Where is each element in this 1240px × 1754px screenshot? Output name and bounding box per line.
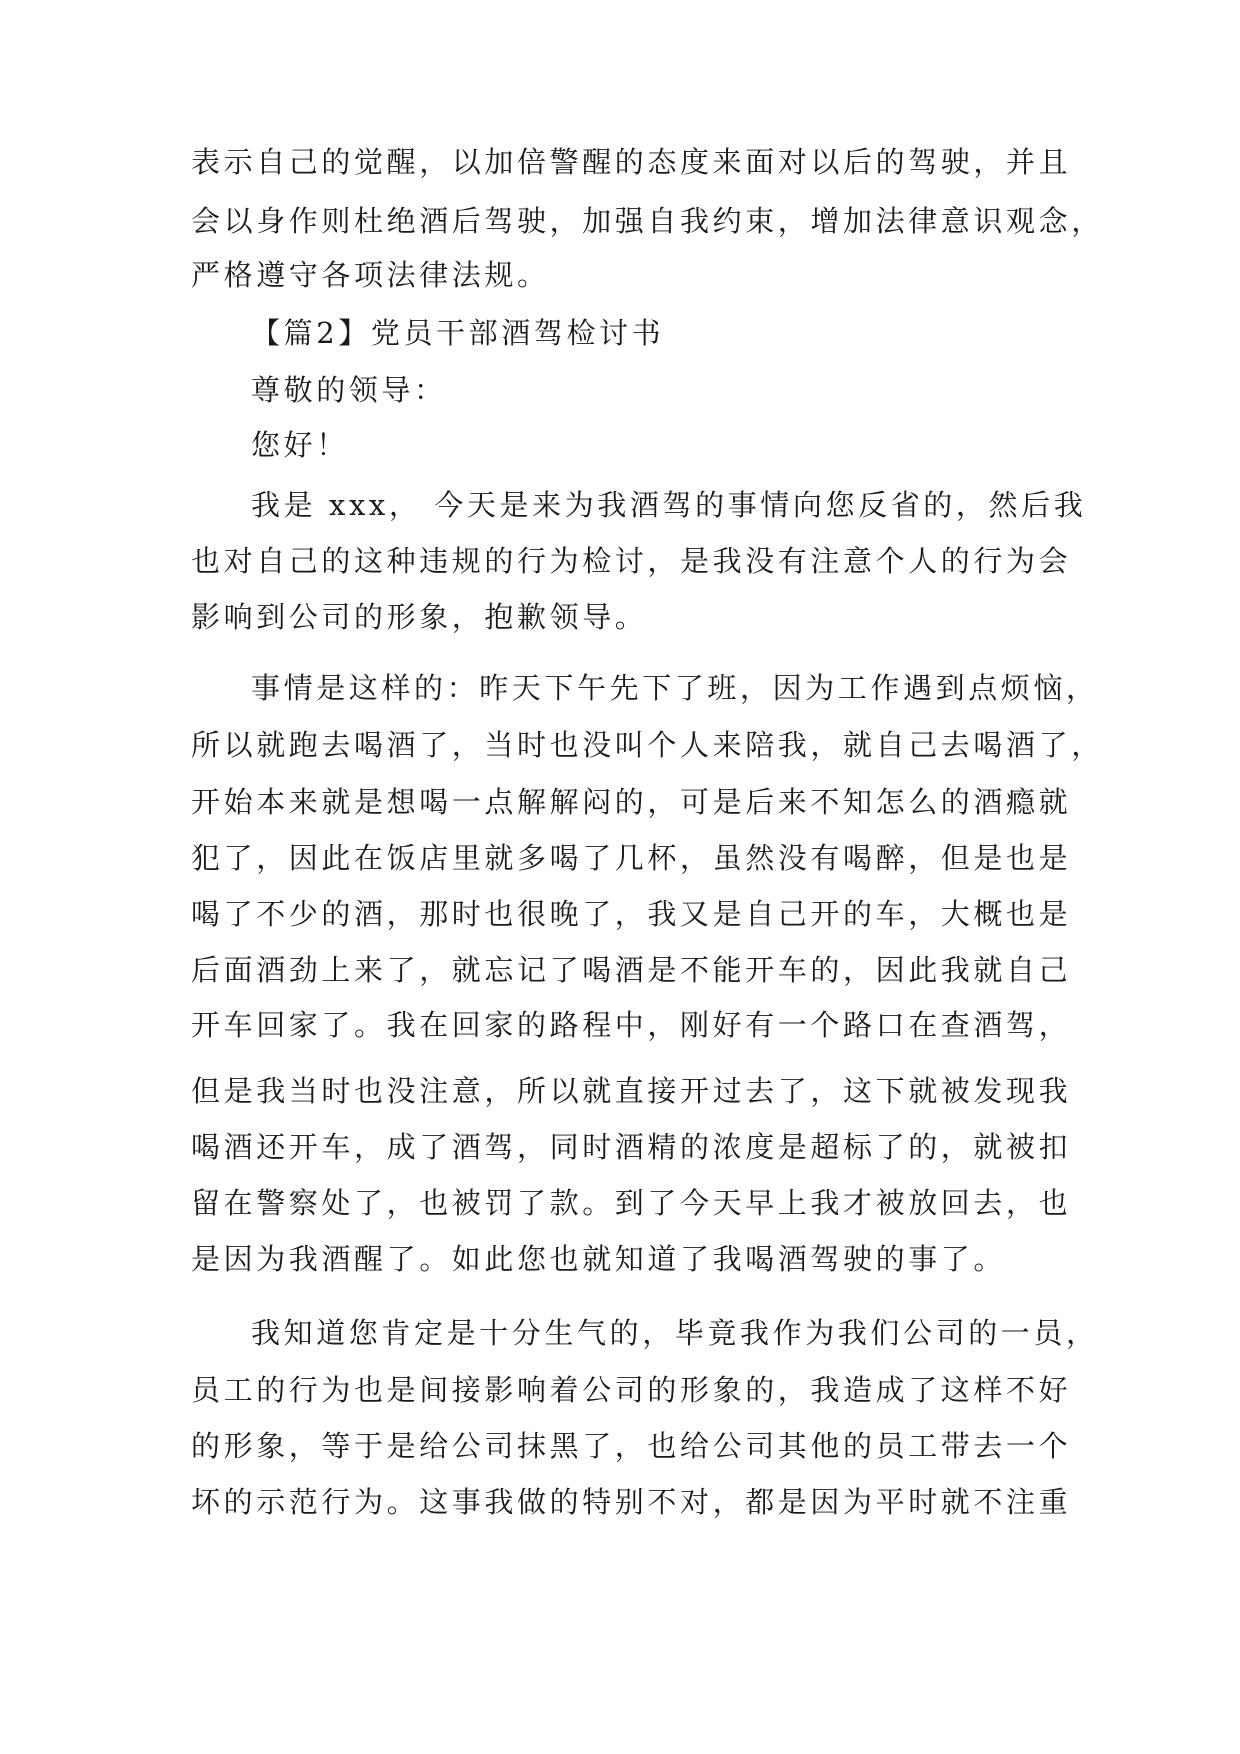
salutation: 尊敬的领导： — [251, 373, 447, 407]
text-line: 严格遵守各项法律法规。 — [191, 258, 550, 292]
greeting: 您好！ — [251, 428, 349, 462]
text-line: 我知道您肯定是十分生气的，毕竟我作为我们公司的一员， — [251, 1316, 1099, 1350]
text-line: 开始本来就是想喝一点解解闷的，可是后来不知怎么的酒瘾就 — [191, 785, 1072, 819]
text-line: 但是我当时也没注意，所以就直接开过去了，这下就被发现我 — [191, 1074, 1072, 1108]
text-line: 事情是这样的：昨天下午先下了班，因为工作遇到点烦恼， — [251, 671, 1099, 705]
text-line: 的形象，等于是给公司抹黑了，也给公司其他的员工带去一个 — [191, 1429, 1072, 1463]
text-line: 员工的行为也是间接影响着公司的形象的，我造成了这样不好 — [191, 1373, 1072, 1407]
text-line: 犯了，因此在饭店里就多喝了几杯，虽然没有喝醉，但是也是 — [191, 841, 1072, 875]
text-line: 开车回家了。我在回家的路程中，刚好有一个路口在查酒驾， — [191, 1008, 1072, 1042]
text-line: 所以就跑去喝酒了，当时也没叫个人来陪我，就自己去喝酒了， — [191, 728, 1104, 762]
text-line: 留在警察处了，也被罚了款。到了今天早上我才被放回去，也 — [191, 1186, 1072, 1220]
text-line: 也对自己的这种违规的行为检讨，是我没有注意个人的行为会 — [191, 544, 1072, 578]
text-line: 后面酒劲上来了，就忘记了喝酒是不能开车的，因此我就自己 — [191, 953, 1072, 987]
text-line: 是因为我酒醒了。如此您也就知道了我喝酒驾驶的事了。 — [191, 1242, 1007, 1276]
text-line: 坏的示范行为。这事我做的特别不对，都是因为平时就不注重 — [191, 1485, 1072, 1519]
section-heading: 【篇2】党员干部酒驾检讨书 — [251, 316, 665, 350]
text-line: 喝酒还开车，成了酒驾，同时酒精的浓度是超标了的，就被扣 — [191, 1130, 1072, 1164]
text-line: 喝了不少的酒，那时也很晚了，我又是自己开的车，大概也是 — [191, 897, 1072, 931]
text-line: 我是 xxx， 今天是来为我酒驾的事情向您反省的，然后我 — [251, 488, 1087, 522]
text-line: 表示自己的觉醒，以加倍警醒的态度来面对以后的驾驶，并且 — [191, 145, 1072, 179]
text-line: 影响到公司的形象，抱歉领导。 — [191, 600, 648, 634]
text-line: 会以身作则杜绝酒后驾驶，加强自我约束，增加法律意识观念， — [191, 204, 1104, 238]
